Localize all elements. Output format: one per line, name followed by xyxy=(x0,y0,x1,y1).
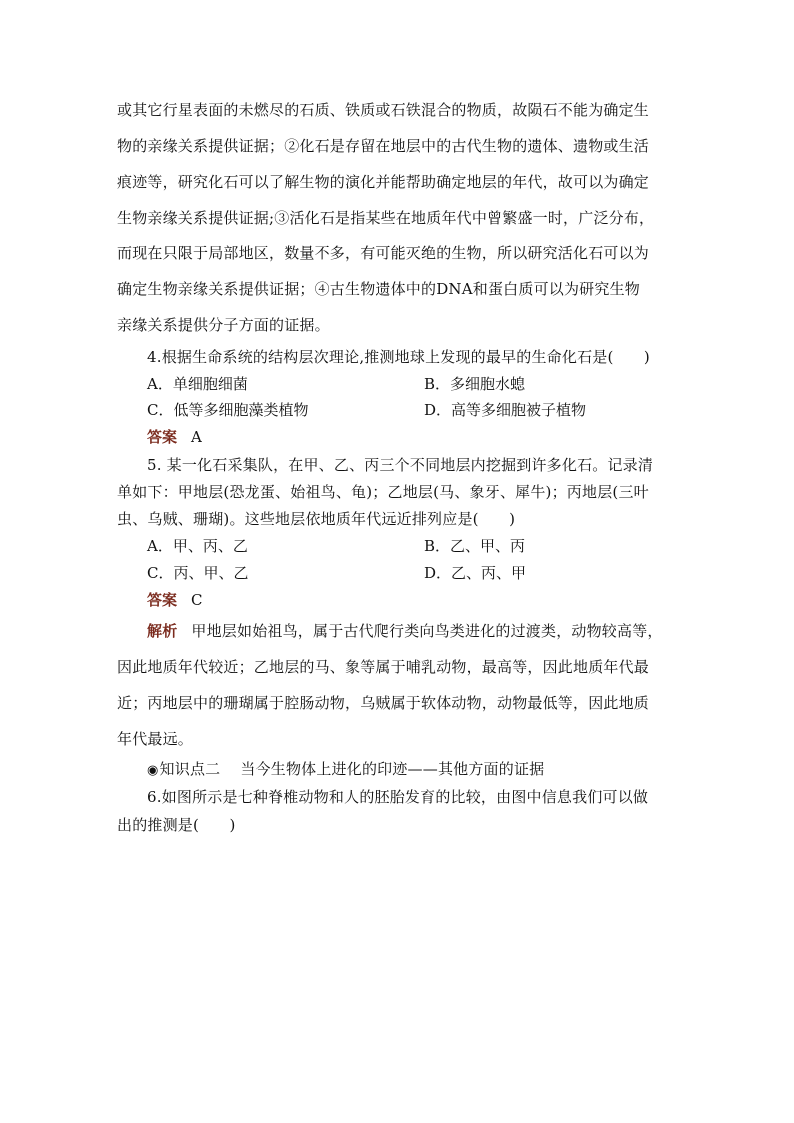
question-4-option-a: A．单细胞细菌 xyxy=(147,375,248,393)
question-6-stem-line-1: 6.如图所示是七种脊椎动物和人的胚胎发育的比较，由图中信息我们可以做 xyxy=(147,788,649,806)
analysis-line-5: 而现在只限于局部地区，数量不多，有可能灭绝的生物，所以研究活化石可以为 xyxy=(117,244,650,262)
question-5-stem-line-1: 5. 某一化石采集队，在甲、乙、丙三个不同地层内挖掘到许多化石。记录清 xyxy=(147,456,654,474)
question-4-option-c: C．低等多细胞藻类植物 xyxy=(147,401,309,419)
analysis-text: 甲地层如始祖鸟，属于古代爬行类向鸟类进化的过渡类，动物较高等， xyxy=(191,622,663,640)
question-4-option-b: B．多细胞水螅 xyxy=(424,375,526,393)
analysis-line-2: 物的亲缘关系提供证据；②化石是存留在地层中的古代生物的遗体、遗物或生活 xyxy=(117,137,650,155)
question-5-analysis-line-3: 近；丙地层中的珊瑚属于腔肠动物，乌贼属于软体动物，动物最低等，因此地质 xyxy=(117,694,650,712)
question-5-option-a: A．甲、丙、乙 xyxy=(147,537,248,555)
analysis-line-7: 亲缘关系提供分子方面的证据。 xyxy=(117,316,330,334)
analysis-line-6: 确定生物亲缘关系提供证据；④古生物遗体中的DNA和蛋白质可以为研究生物 xyxy=(117,280,640,298)
answer-label: 答案 xyxy=(147,428,178,446)
analysis-line-3: 痕迹等，研究化石可以了解生物的演化并能帮助确定地层的年代，故可以为确定 xyxy=(117,173,650,191)
question-5-analysis-line-1 xyxy=(147,621,712,641)
analysis-label: 解析 xyxy=(147,622,178,640)
knowledge-point-heading xyxy=(147,759,712,781)
question-5-option-c: C．丙、甲、乙 xyxy=(147,564,249,582)
answer-label: 答案 xyxy=(147,591,178,609)
question-5-answer xyxy=(147,590,203,610)
question-5-analysis-line-4: 年代最远。 xyxy=(117,730,194,748)
question-4-option-d: D．高等多细胞被子植物 xyxy=(424,401,587,419)
question-5-option-b: B．乙、甲、丙 xyxy=(424,537,526,555)
knowledge-point-title: 知识点二 xyxy=(159,760,221,778)
knowledge-point-subtitle: 当今生物体上进化的印迹——其他方面的证据 xyxy=(240,760,545,778)
question-4-stem: 4.根据生命系统的结构层次理论,推测地球上发现的最早的生命化石是( ) xyxy=(147,348,650,366)
question-5-analysis-line-2: 因此地质年代较近；乙地层的马、象等属于哺乳动物，最高等，因此地质年代最 xyxy=(117,658,650,676)
question-4-answer xyxy=(147,427,202,447)
target-icon: ◉ xyxy=(147,763,159,778)
answer-value: A xyxy=(191,428,202,446)
analysis-line-1: 或其它行星表面的未燃尽的石质、铁质或石铁混合的物质，故陨石不能为确定生 xyxy=(117,101,650,119)
question-5-stem-line-2: 单如下：甲地层(恐龙蛋、始祖鸟、龟)；乙地层(马、象牙、犀牛)；丙地层(三叶 xyxy=(117,483,649,501)
question-6-stem-line-2: 出的推测是( ) xyxy=(117,816,236,834)
question-5-stem-line-3: 虫、乌贼、珊瑚)。这些地层依地质年代远近排列应是( ) xyxy=(117,510,516,528)
answer-value: C xyxy=(191,591,203,609)
question-5-option-d: D．乙、丙、甲 xyxy=(424,564,527,582)
analysis-line-4: 生物亲缘关系提供证据;③活化石是指某些在地质年代中曾繁盛一时，广泛分布， xyxy=(117,209,655,227)
